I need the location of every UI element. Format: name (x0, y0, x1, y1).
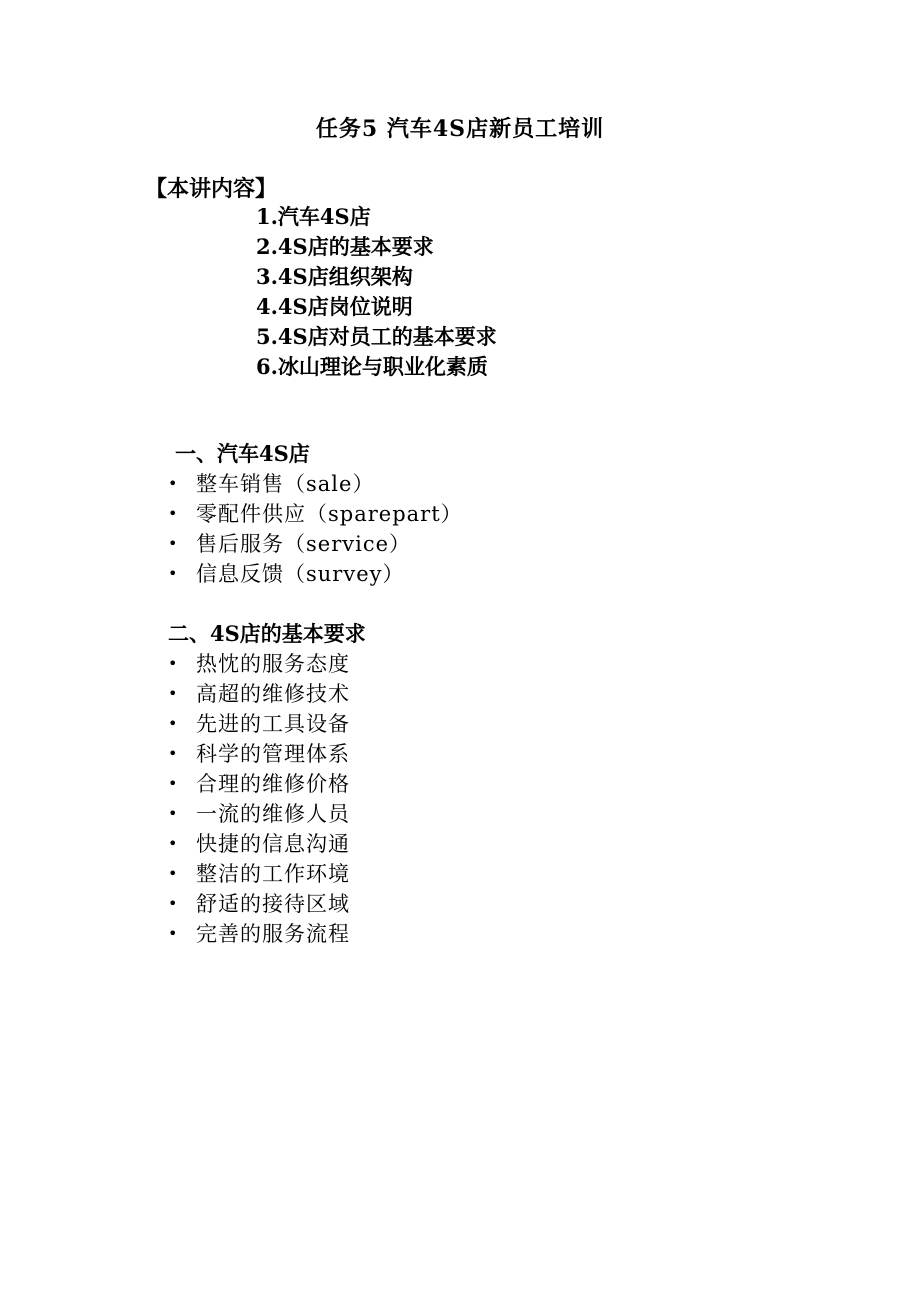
bullet-icon: • (168, 564, 179, 583)
bullet-icon: • (168, 654, 179, 673)
contents-item: 5.4S店对员工的基本要求 (256, 324, 497, 349)
list-item (168, 829, 366, 859)
bullet-icon: • (168, 924, 179, 943)
list-item-text: 整车销售（sale） (196, 472, 375, 496)
list-item (168, 529, 463, 559)
list-item-text: 整洁的工作环境 (196, 862, 350, 886)
section-basic-requirements (168, 619, 366, 949)
contents-item: 4.4S店岗位说明 (256, 294, 413, 319)
bullet-icon: • (168, 504, 179, 523)
bullet-icon: • (168, 774, 179, 793)
list-item-text: 一流的维修人员 (196, 802, 350, 826)
contents-item: 3.4S店组织架构 (256, 264, 413, 289)
list-item (168, 679, 366, 709)
list-item (168, 769, 366, 799)
list-item (168, 559, 463, 589)
contents-item: 2.4S店的基本要求 (256, 234, 434, 259)
contents-list (256, 202, 497, 382)
bullet-icon: • (168, 714, 179, 733)
list-item (168, 859, 366, 889)
list-item-text: 零配件供应（sparepart） (196, 502, 463, 526)
list-item-text: 先进的工具设备 (196, 712, 350, 736)
bullet-icon: • (168, 804, 179, 823)
list-item-text: 快捷的信息沟通 (196, 832, 350, 856)
bullet-icon: • (168, 534, 179, 553)
document-title: 任务5 汽车4S店新员工培训 (315, 116, 605, 142)
bullet-icon: • (168, 474, 179, 493)
section-auto-4s-store (168, 439, 463, 589)
list-item-text: 科学的管理体系 (196, 742, 350, 766)
list-item-text: 高超的维修技术 (196, 682, 350, 706)
list-item (168, 709, 366, 739)
list-item-text: 完善的服务流程 (196, 922, 350, 946)
contents-item: 1.汽车4S店 (256, 204, 371, 229)
list-item-text: 舒适的接待区域 (196, 892, 350, 916)
list-item-text: 合理的维修价格 (196, 772, 350, 796)
bullet-icon: • (168, 744, 179, 763)
list-item (168, 889, 366, 919)
contents-heading: 【本讲内容】 (145, 176, 278, 202)
contents-item: 6.冰山理论与职业化素质 (256, 354, 488, 379)
bullet-icon: • (168, 684, 179, 703)
list-item (168, 739, 366, 769)
bullet-list (168, 469, 463, 589)
bullet-icon: • (168, 864, 179, 883)
bullet-icon: • (168, 894, 179, 913)
section-heading: 二、4S店的基本要求 (168, 621, 366, 646)
list-item-text: 信息反馈（survey） (196, 562, 405, 586)
list-item-text: 售后服务（service） (196, 532, 412, 556)
bullet-icon: • (168, 834, 179, 853)
bullet-list (168, 649, 366, 949)
list-item (168, 499, 463, 529)
list-item-text: 热忱的服务态度 (196, 652, 350, 676)
list-item (168, 799, 366, 829)
list-item (168, 649, 366, 679)
list-item (168, 469, 463, 499)
section-heading: 一、汽车4S店 (175, 441, 310, 466)
list-item (168, 919, 366, 949)
